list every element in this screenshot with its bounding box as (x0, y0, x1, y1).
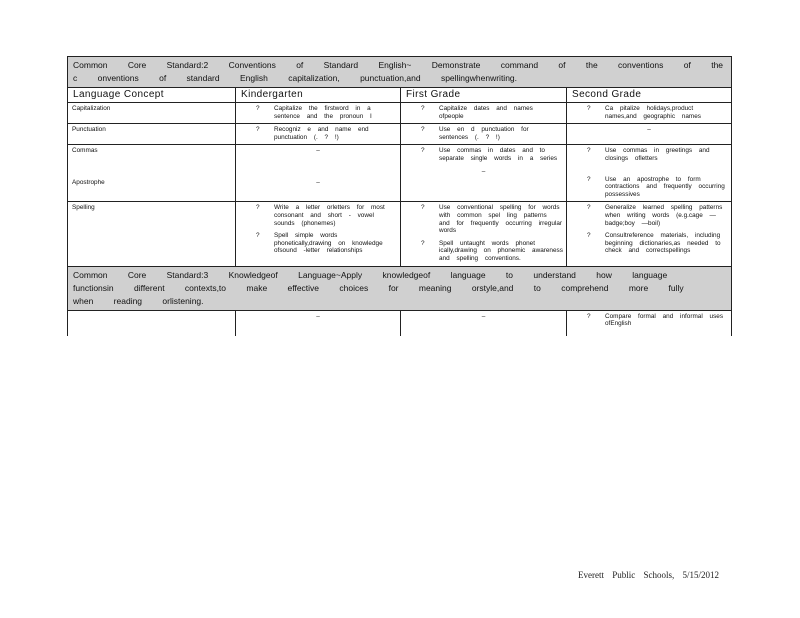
cell-text: Use conventional spelling for words with common spel ling patterns and for frequently occurring irregular words (439, 204, 563, 235)
list-item (404, 240, 563, 263)
standard-2-banner (68, 57, 732, 88)
list-item (404, 126, 563, 141)
list-item (570, 147, 728, 162)
empty-dash: – (401, 310, 567, 336)
bullet-mark: ? (421, 105, 425, 112)
list-item (239, 204, 397, 227)
list-item (404, 105, 563, 120)
cell-text: Spell untaught words phonet ically,drawing on phonemic awareness and spelling conventions. (439, 239, 563, 262)
cell-text: Recogniz e and name end punctuation (. ? !) (274, 126, 369, 141)
standards-table (67, 56, 732, 336)
bullet-mark: ? (587, 204, 591, 212)
cell-text: Ca pitalize holidays,product names,and geographic names (605, 105, 701, 120)
empty-dash: – (236, 310, 401, 336)
bullet-mark: ? (421, 239, 425, 247)
header-language-concept: Language Concept (68, 88, 236, 103)
list-item (570, 232, 728, 255)
standard-3-line-1: Common Core Standard:3 Knowledgeof Language~Apply knowledgeof language to understand how language (73, 269, 668, 280)
bullet-mark: ? (421, 147, 425, 155)
table-row-spelling (68, 202, 732, 266)
bullet-mark: ? (421, 126, 425, 134)
bullet-mark: ? (587, 175, 591, 183)
concept-spelling: Spelling (68, 202, 236, 266)
concept-empty (68, 310, 236, 336)
header-first-grade: First Grade (401, 88, 567, 103)
standard-3-banner (68, 266, 732, 310)
list-item (570, 204, 728, 227)
concept-apostrophe: Apostrophe (72, 178, 105, 186)
column-header-row (68, 88, 732, 103)
list-item (570, 313, 728, 328)
cell-text: Generalize learned spelling patterns when writing words (e.g.cage —badge;boy —boil) (605, 204, 723, 227)
bullet-mark: ? (256, 232, 260, 240)
empty-dash: – (316, 178, 320, 186)
empty-dash: – (567, 124, 732, 145)
standard-3-line-2: functionsin different contexts,to make effective choices for meaning orstyle,and to comprehend more fully (73, 282, 684, 293)
bullet-mark: ? (587, 312, 591, 320)
header-second-grade: Second Grade (567, 88, 732, 103)
list-item (239, 105, 397, 120)
bullet-mark: ? (587, 147, 591, 155)
list-item (570, 176, 728, 199)
cell-text: Use commas in greetings and closings ofletters (605, 147, 710, 162)
cell-text: Consultreference materials, including beginning dictionaries,as needed to check and correctspellings (605, 232, 721, 255)
list-item (404, 147, 563, 162)
cell-text: Capitalize dates and names ofpeople (439, 105, 533, 120)
list-item (239, 126, 397, 141)
table-row-commas-apostrophe (68, 145, 732, 202)
concept-punctuation: Punctuation (68, 124, 236, 145)
bullet-mark: ? (587, 105, 591, 112)
list-item (239, 232, 397, 255)
header-kindergarten: Kindergarten (236, 88, 401, 103)
empty-dash: – (316, 147, 320, 155)
standard-2-line-2: c onventions of standard English capitalization, punctuation,and spellingwhenwriting. (73, 73, 518, 83)
cell-text: Capitalize the firstword in a sentence and the pronoun I (274, 105, 372, 120)
concept-commas: Commas (72, 147, 98, 155)
bullet-mark: ? (256, 204, 260, 212)
bullet-mark: ? (256, 105, 260, 112)
standards-document (67, 56, 731, 336)
table-row-punctuation (68, 124, 732, 145)
cell-text: Use en d punctuation for sentences (. ? !) (439, 126, 529, 141)
table-row-capitalization (68, 103, 732, 124)
concept-capitalization: Capitalization (68, 103, 236, 124)
empty-dash: – (481, 167, 486, 175)
bullet-mark: ? (421, 204, 425, 212)
bullet-mark: ? (256, 126, 260, 134)
list-item (570, 105, 728, 120)
standard-2-line-1: Common Core Standard:2 Conventions of Standard English~ Demonstrate command of the conventions of the (73, 60, 724, 70)
page-footer: Everett Public Schools, 5/15/2012 (578, 570, 719, 580)
bullet-mark: ? (587, 232, 591, 240)
cell-text: Use an apostrophe to form contractions and frequently occurring possessives (605, 175, 725, 198)
cell-text: Compare formal and informal uses ofEnglish (605, 312, 724, 328)
standard-3-line-3: when reading orlistening. (73, 295, 204, 306)
cell-text: Spell simple words phonetically,drawing on knowledge ofsound -letter relationships (274, 232, 383, 255)
table-row-language-use (68, 310, 732, 336)
list-item (404, 204, 563, 234)
cell-text: Write a letter orletters for most consonant and short - vowel sounds (phonemes) (274, 204, 385, 227)
cell-text: Use commas in dates and to separate single words in a series (439, 147, 558, 162)
